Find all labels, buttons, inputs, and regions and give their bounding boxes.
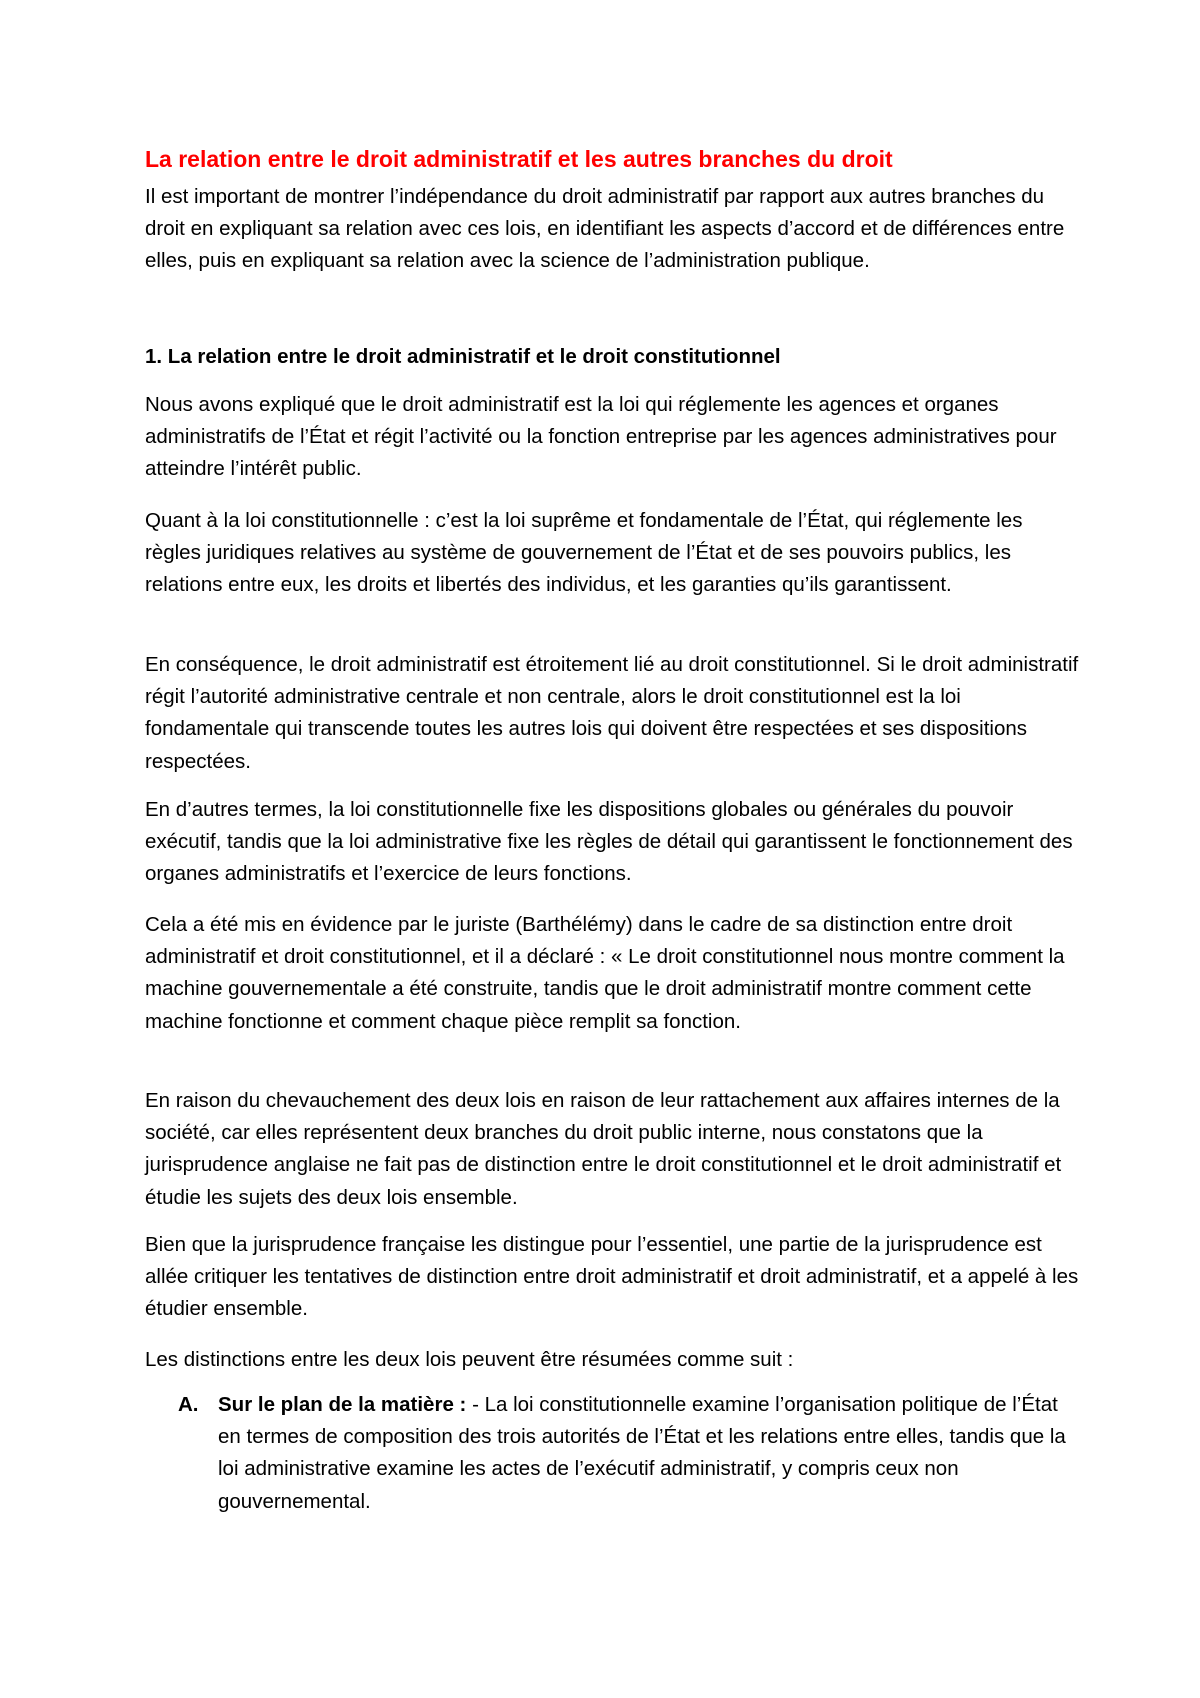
paragraph-8: Les distinctions entre les deux lois peuvent être résumées comme suit : xyxy=(145,1348,794,1371)
list-item-body xyxy=(218,1389,1080,1518)
paragraph-3: En conséquence, le droit administratif est étroitement lié au droit constitutionnel. Si le droit administratif régit l’autorité administrative centrale et non centrale, alors le droit constitutionnel est la loi fondamentale qui transcende toutes les autres lois qui doivent être respectées et ses dispositions respectées. xyxy=(145,653,1079,773)
list-marker: A. xyxy=(178,1393,199,1416)
paragraph-4: En d’autres termes, la loi constitutionnelle fixe les dispositions globales ou générales du pouvoir exécutif, tandis que la loi administrative fixe les règles de détail qui garantissent le fonctionnement des organes administratifs et l’exercice de leurs fonctions. xyxy=(145,798,1073,886)
list-item-text: - La loi constitutionnelle examine l’organisation politique de l’État en termes de composition des trois autorités de l’État et les relations entre elles, tandis que la loi administrative examine les actes de l’exécutif administratif, y compris ceux non gouvernemental. xyxy=(218,1393,1066,1513)
paragraph-1: Nous avons expliqué que le droit administratif est la loi qui réglemente les agences et organes administratifs de l’État et régit l’activité ou la fonction entreprise par les agences administratives pour atteindre l’intérêt public. xyxy=(145,393,1057,481)
paragraph-5: Cela a été mis en évidence par le juriste (Barthélémy) dans le cadre de sa distinction entre droit administratif et droit constitutionnel, et il a déclaré : « Le droit constitutionnel nous montre comment la machine gouvernementale a été construite, tandis que le droit administratif montre comment cette machine fonctionne et comment chaque pièce remplit sa fonction. xyxy=(145,913,1065,1033)
paragraph-6: En raison du chevauchement des deux lois en raison de leur rattachement aux affaires internes de la société, car elles représentent deux branches du droit public interne, nous constatons que la jurisprudence anglaise ne fait pas de distinction entre le droit constitutionnel et le droit administratif et étudie les sujets des deux lois ensemble. xyxy=(145,1089,1062,1209)
document-title: La relation entre le droit administratif et les autres branches du droit xyxy=(145,146,893,172)
intro-paragraph: Il est important de montrer l’indépendance du droit administratif par rapport aux autres branches du droit en expliquant sa relation avec ces lois, en identifiant les aspects d’accord et de différences entre elles, puis en expliquant sa relation avec la science de l’administration publique. xyxy=(145,185,1065,273)
list-item-label: Sur le plan de la matière : xyxy=(218,1393,467,1416)
paragraph-7: Bien que la jurisprudence française les distingue pour l’essentiel, une partie de la jurisprudence est allée critiquer les tentatives de distinction entre droit administratif et droit administratif, et a appelé à les étudier ensemble. xyxy=(145,1233,1079,1321)
section-1-heading: 1. La relation entre le droit administratif et le droit constitutionnel xyxy=(145,345,781,368)
list-item-a xyxy=(145,1389,1080,1518)
paragraph-2: Quant à la loi constitutionnelle : c’est la loi suprême et fondamentale de l’État, qui réglemente les règles juridiques relatives au système de gouvernement de l’État et de ses pouvoirs publics, les relations entre eux, les droits et libertés des individus, et les garanties qu’ils garantissent. xyxy=(145,509,1023,597)
